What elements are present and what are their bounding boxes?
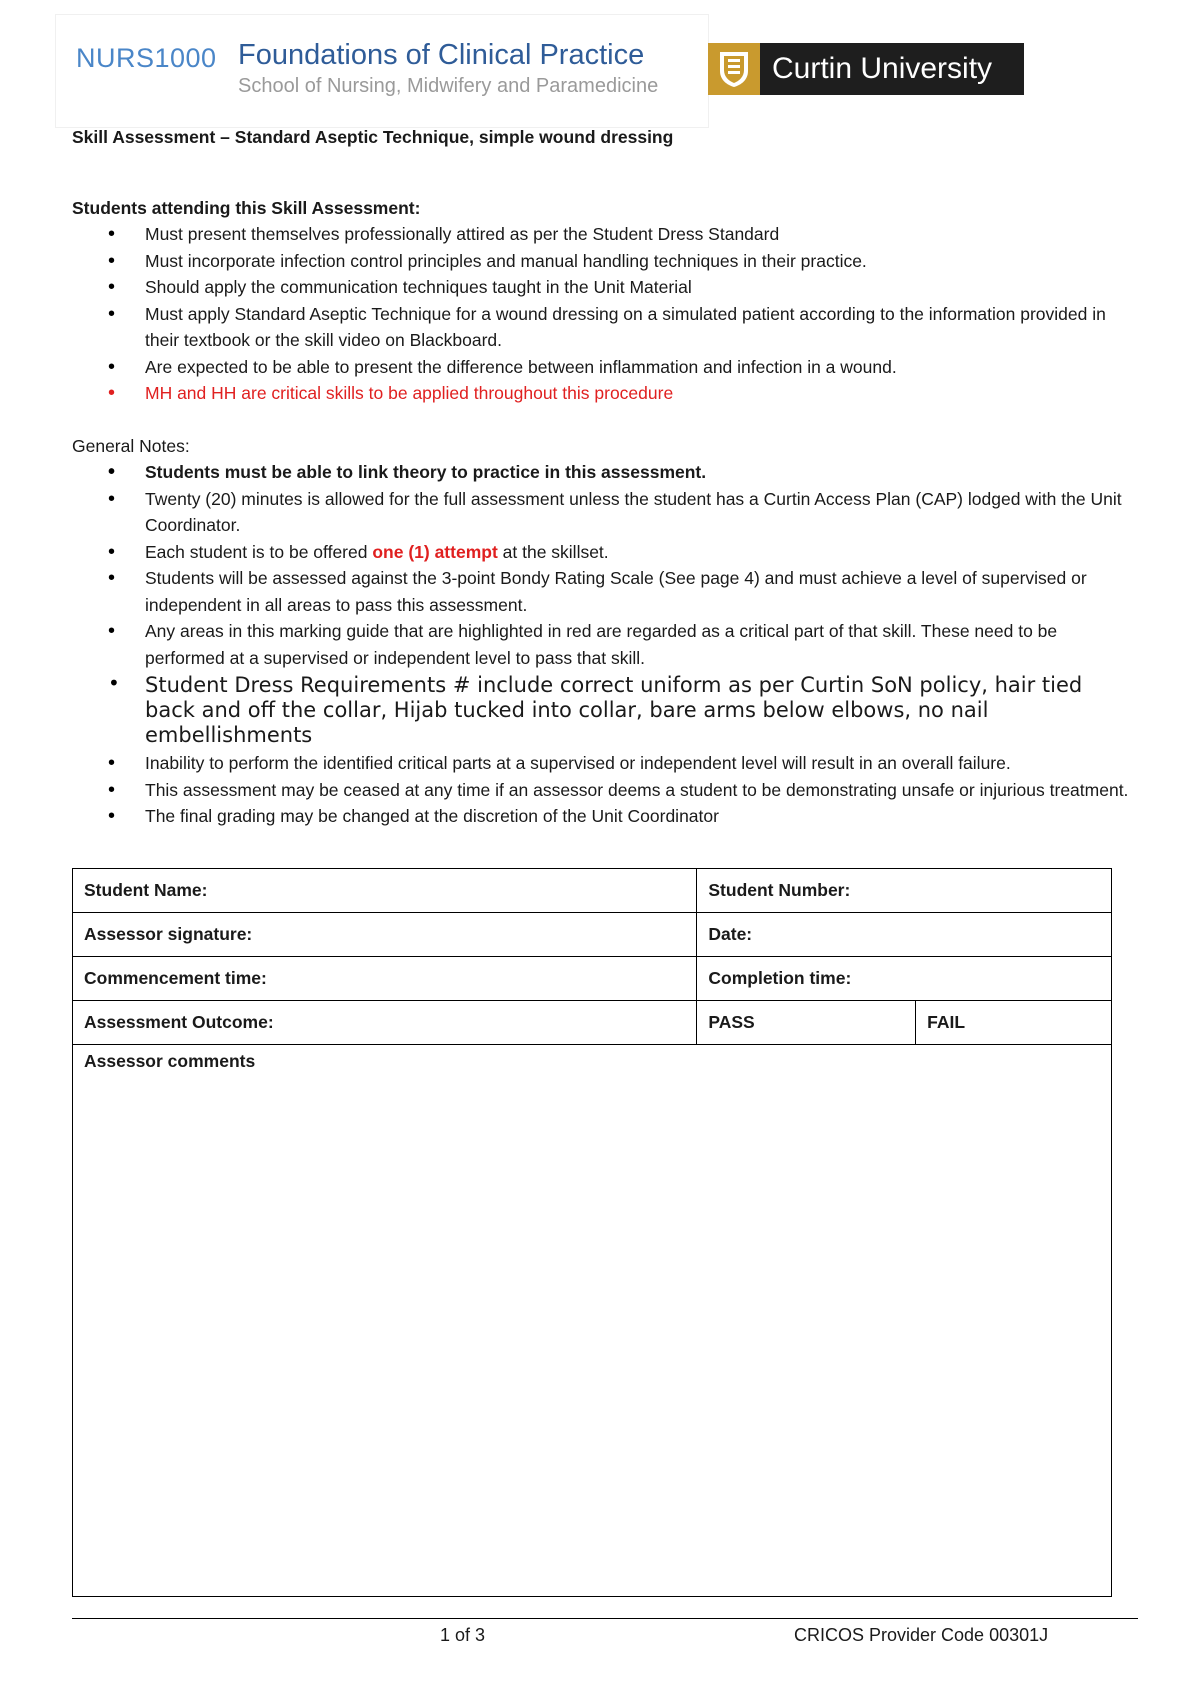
attending-list	[72, 221, 1132, 407]
assessment-outcome-label: Assessment Outcome:	[73, 1001, 697, 1045]
list-item-dress: • Student Dress Requirements # include correct uniform as per Curtin SoN policy, hair tied back and off the collar, Hijab tucked into collar, bare arms below elbows, no nail embellishments	[72, 671, 1132, 750]
footer-divider	[72, 1618, 1138, 1619]
list-item: • Twenty (20) minutes is allowed for the full assessment unless the student has a Curtin Access Plan (CAP) lodged with the Unit Coordinator.	[72, 486, 1132, 539]
list-item-critical: • MH and HH are critical skills to be applied throughout this procedure	[72, 380, 1132, 407]
list-item: • The final grading may be changed at the discretion of the Unit Coordinator	[72, 803, 1132, 830]
attempt-text-post: at the skillset.	[497, 541, 609, 562]
table-row	[73, 1045, 1112, 1597]
list-item: • Students must be able to link theory to practice in this assessment.	[72, 459, 1132, 486]
assessor-signature-field[interactable]: Assessor signature:	[73, 913, 697, 957]
logo-text: Curtin University	[772, 52, 993, 85]
unit-code: NURS1000	[76, 43, 217, 73]
crest-icon	[708, 43, 760, 95]
student-name-field[interactable]: Student Name:	[73, 869, 697, 913]
list-item: • Must present themselves professionally attired as per the Student Dress Standard	[72, 221, 1132, 248]
attempt-emphasis: one (1) attempt	[372, 541, 498, 562]
commencement-time-field[interactable]: Commencement time:	[73, 957, 697, 1001]
document-title: Skill Assessment – Standard Aseptic Technique, simple wound dressing	[72, 127, 674, 147]
table-row	[73, 913, 1112, 957]
list-item: • Should apply the communication techniques taught in the Unit Material	[72, 274, 1132, 301]
list-item: • This assessment may be ceased at any time if an assessor deems a student to be demonstrating unsafe or injurious treatment.	[72, 777, 1132, 804]
table-row	[73, 1001, 1112, 1045]
cricos-code: CRICOS Provider Code 00301J	[794, 1625, 1049, 1645]
unit-title: Foundations of Clinical Practice	[238, 39, 645, 71]
student-number-field[interactable]: Student Number:	[697, 869, 1112, 913]
list-item: • Any areas in this marking guide that are highlighted in red are regarded as a critical part of that skill. These need to be performed at a supervised or independent level to pass that skill.	[72, 618, 1132, 671]
pass-option[interactable]: PASS	[697, 1001, 916, 1045]
school-name: School of Nursing, Midwifery and Paramedicine	[238, 75, 659, 97]
curtin-logo	[708, 43, 1024, 95]
date-field[interactable]: Date:	[697, 913, 1112, 957]
document-body	[72, 124, 1132, 830]
completion-time-field[interactable]: Completion time:	[697, 957, 1112, 1001]
list-item: • Inability to perform the identified critical parts at a supervised or independent level will result in an overall failure.	[72, 750, 1132, 777]
list-item: • Must incorporate infection control principles and manual handling techniques in their practice.	[72, 248, 1132, 275]
table-row	[73, 957, 1112, 1001]
list-item: • Are expected to be able to present the difference between inflammation and infection in a wound.	[72, 354, 1132, 381]
page-number: 1 of 3	[440, 1625, 486, 1645]
general-notes-list	[72, 459, 1132, 830]
assessor-comments-field[interactable]: Assessor comments	[73, 1045, 1112, 1597]
fail-option[interactable]: FAIL	[916, 1001, 1112, 1045]
general-notes-heading: General Notes:	[72, 435, 190, 456]
list-item: • Must apply Standard Aseptic Technique for a wound dressing on a simulated patient according to the information provided in their textbook or the skill video on Blackboard.	[72, 301, 1132, 354]
attending-heading: Students attending this Skill Assessment:	[72, 197, 421, 218]
list-item-attempt	[72, 539, 1132, 566]
attempt-text-pre: Each student is to be offered	[145, 541, 373, 562]
list-item: • Students will be assessed against the 3-point Bondy Rating Scale (See page 4) and must achieve a level of supervised or independent in all areas to pass this assessment.	[72, 565, 1132, 618]
assessment-form-table	[72, 868, 1112, 1597]
header-banner	[55, 14, 709, 128]
table-row	[73, 869, 1112, 913]
